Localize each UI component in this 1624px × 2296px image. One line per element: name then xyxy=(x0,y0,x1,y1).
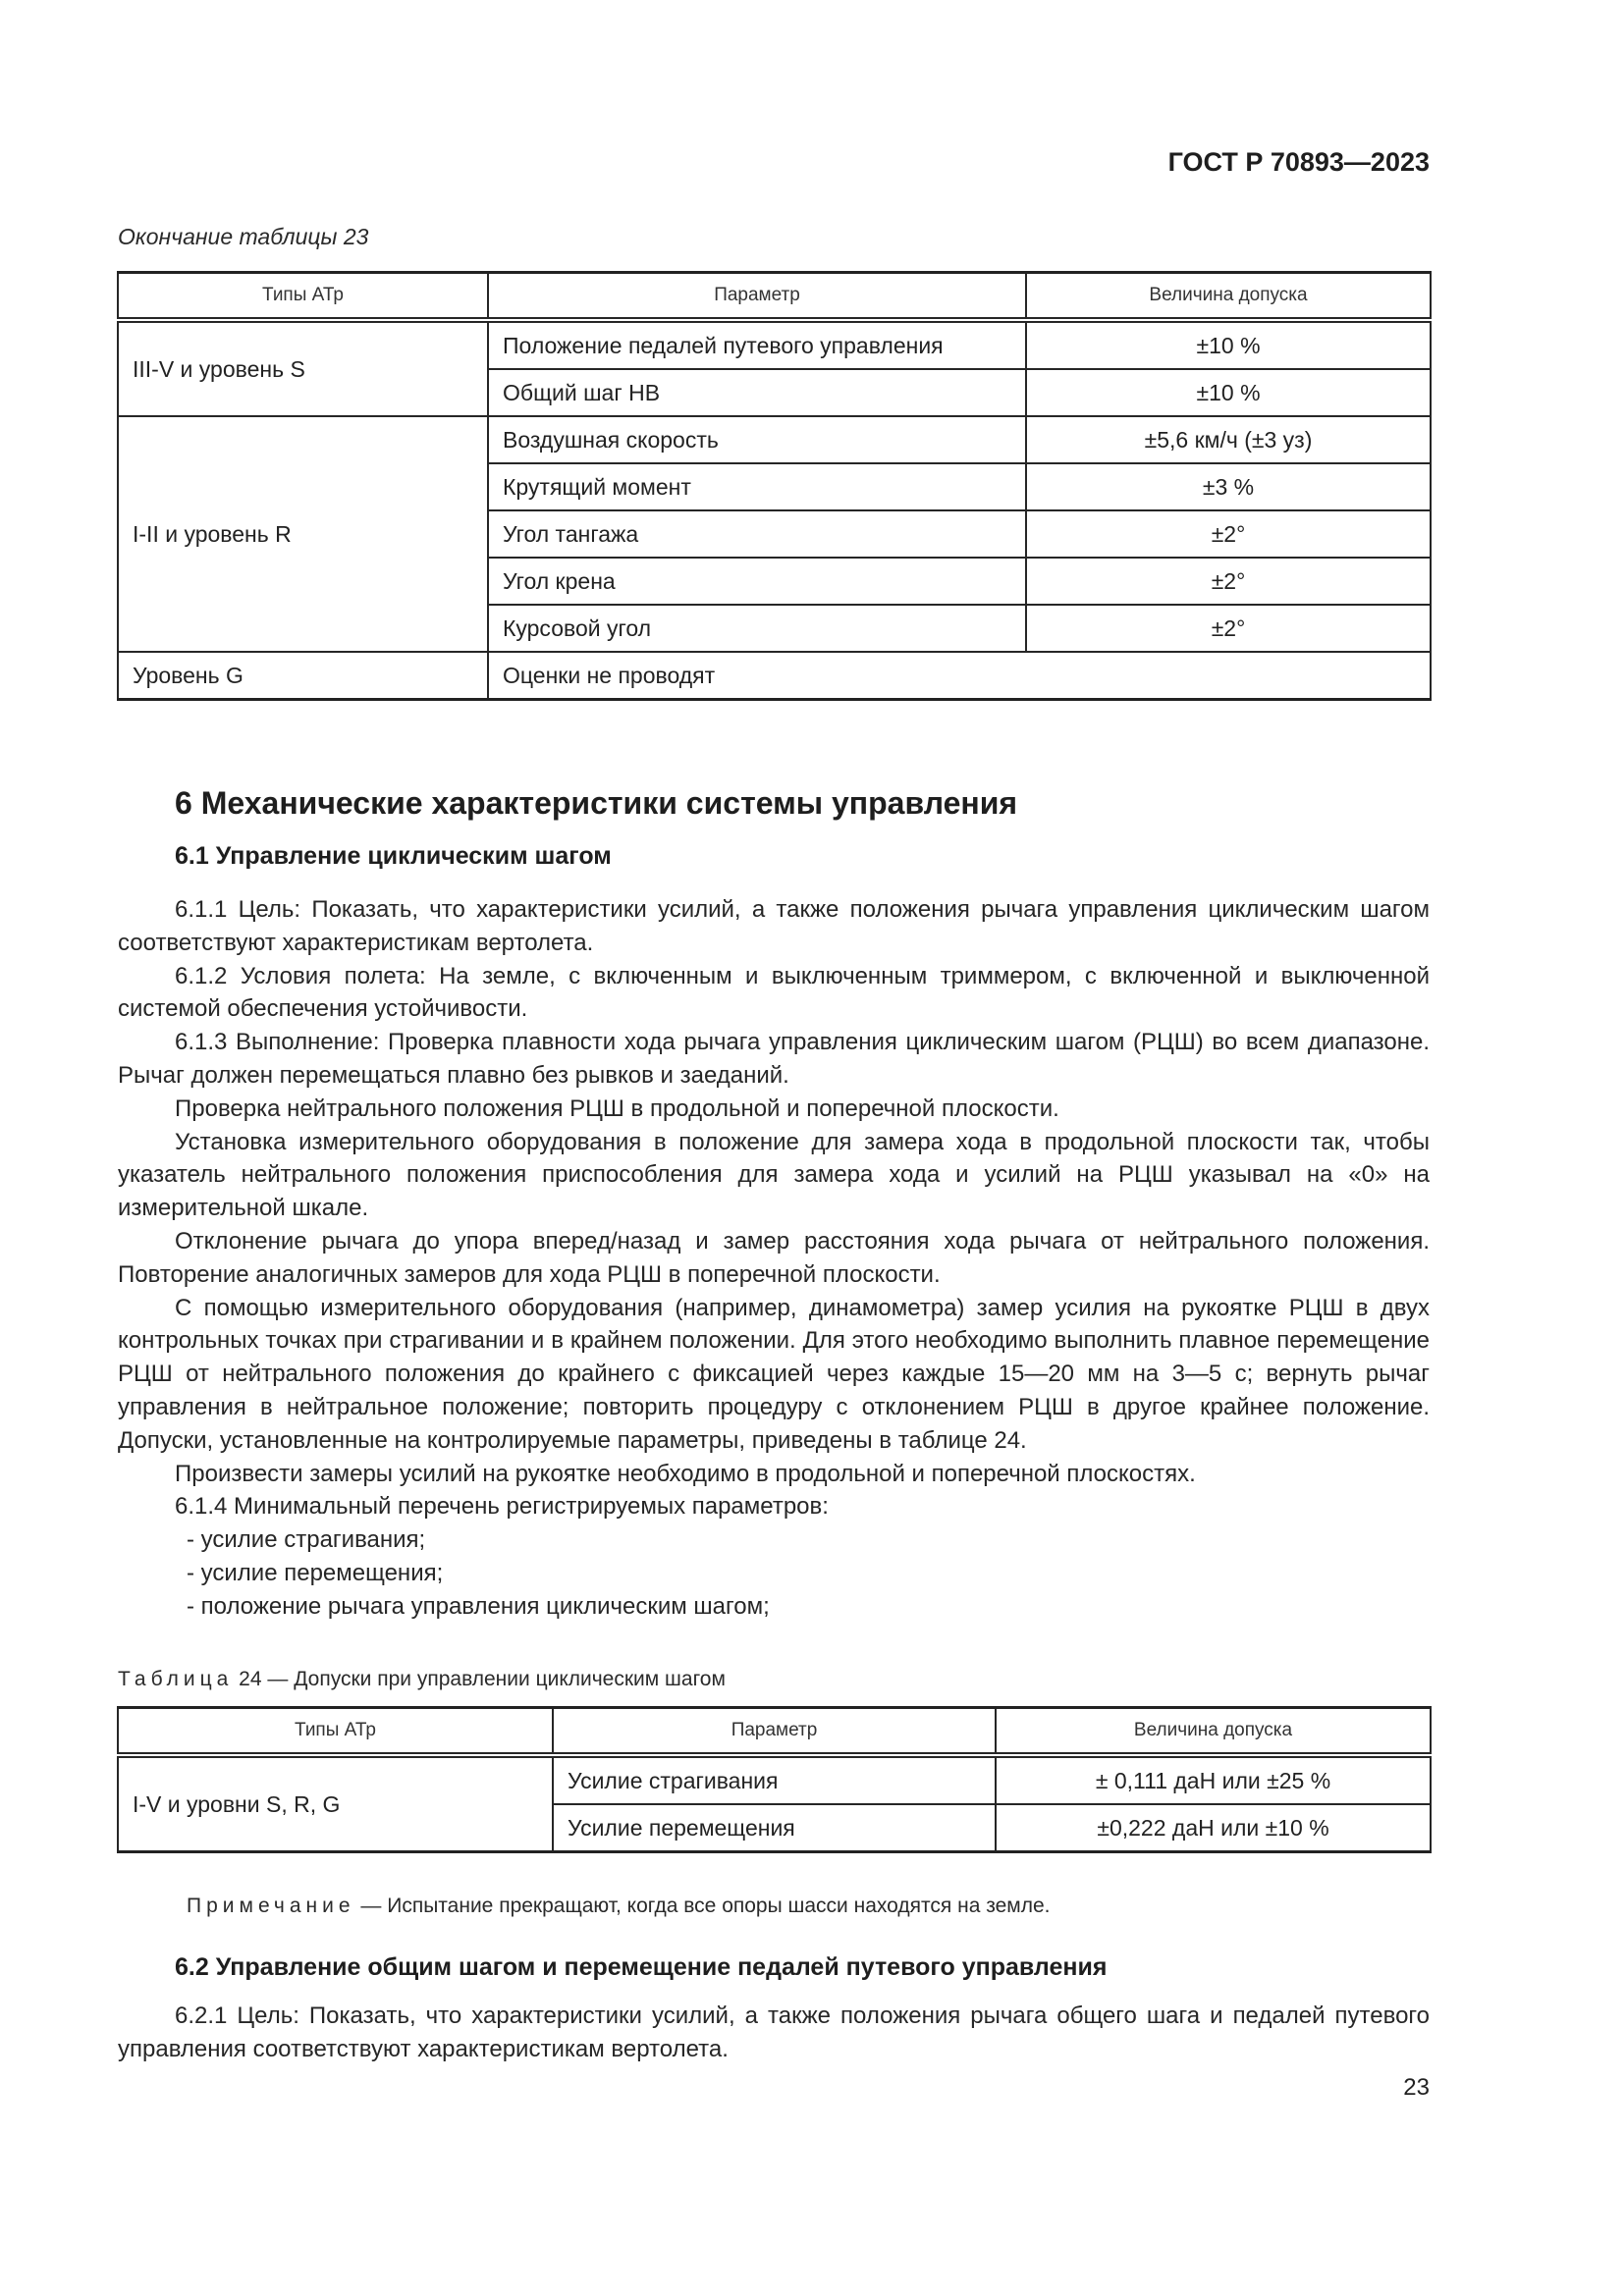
section-6-1-heading: 6.1 Управление циклическим шагом xyxy=(175,842,612,870)
type-cell: I-V и уровни S, R, G xyxy=(118,1755,553,1852)
column-header-parameter: Параметр xyxy=(488,273,1026,321)
type-cell: Уровень G xyxy=(118,652,488,700)
caption-text: 24 — Допуски при управлении циклическим шагом xyxy=(233,1668,726,1690)
document-code: ГОСТ Р 70893—2023 xyxy=(1167,147,1430,177)
column-header-tolerance: Величина допуска xyxy=(996,1708,1431,1756)
paragraph: С помощью измерительного оборудования (например, динамометра) замер усилия на рукоятке РЦШ в двух контрольных точках при страгивании и в крайнем положении. Для этого необходимо выполнить плавное перемещение РЦШ от нейтрального положения до крайнего с фиксацией через каждые 15—20 мм на 3—5 с; вернуть рычаг управления в нейтральное положение; повторить процедуру с отклонением РЦШ в другое крайнее положение. Допуски, установленные на контролируемые параметры, приведены в таблице 24. xyxy=(118,1294,1430,1454)
page-number: 23 xyxy=(1403,2074,1430,2101)
note-text: — Испытание прекращают, когда все опоры шасси находятся на земле. xyxy=(354,1895,1051,1917)
tolerance-cell: ±10 % xyxy=(1026,369,1431,416)
tolerance-cell: ±2° xyxy=(1026,510,1431,558)
paragraph: Произвести замеры усилий на рукоятке необходимо в продольной и поперечной плоскостях. xyxy=(175,1460,1196,1487)
tolerance-cell: ±3 % xyxy=(1026,463,1431,510)
table-23 xyxy=(117,271,1432,701)
section-6-heading: 6 Механические характеристики системы управления xyxy=(175,785,1018,821)
tolerance-cell: ±2° xyxy=(1026,558,1431,605)
tolerance-cell: ±2° xyxy=(1026,605,1431,652)
parameter-cell: Усилие страгивания xyxy=(553,1755,996,1804)
tolerance-cell: ±5,6 км/ч (±3 уз) xyxy=(1026,416,1431,463)
paragraph: 6.1.2 Условия полета: На земле, с включенным и выключенным триммером, с включенной и выключенной системой обеспечения устойчивости. xyxy=(118,962,1430,1023)
section-6-2-body xyxy=(118,2000,1430,2066)
parameter-cell: Усилие перемещения xyxy=(553,1804,996,1852)
type-cell: III-V и уровень S xyxy=(118,320,488,416)
parameter-cell: Положение педалей путевого управления xyxy=(488,320,1026,369)
parameter-cell: Угол крена xyxy=(488,558,1026,605)
parameter-cell: Воздушная скорость xyxy=(488,416,1026,463)
table-row xyxy=(118,320,1431,369)
paragraph: Проверка нейтрального положения РЦШ в продольной и поперечной плоскости. xyxy=(175,1095,1059,1122)
column-header-types: Типы АТр xyxy=(118,273,488,321)
list-item: - положение рычага управления циклическим шагом; xyxy=(187,1592,770,1620)
table-row xyxy=(118,652,1431,700)
parameter-cell: Крутящий момент xyxy=(488,463,1026,510)
parameter-cell: Курсовой угол xyxy=(488,605,1026,652)
table-24 xyxy=(117,1706,1432,1853)
paragraph: 6.1.1 Цель: Показать, что характеристики усилий, а также положения рычага управления циклическим шагом соответствуют характеристикам вертолета. xyxy=(118,896,1430,956)
column-header-types: Типы АТр xyxy=(118,1708,553,1756)
table-24-caption xyxy=(118,1668,726,1691)
paragraph: Установка измерительного оборудования в положение для замера хода в продольной плоскости так, чтобы указатель нейтрального положения приспособления для замера хода и усилий на РЦШ указывал на «0» на измерительной шкале. xyxy=(118,1128,1430,1222)
list-item: - усилие страгивания; xyxy=(187,1526,426,1554)
paragraph: Отклонение рычага до упора вперед/назад и замер расстояния хода рычага от нейтрального положения. Повторение аналогичных замеров для хода РЦШ в поперечной плоскости. xyxy=(118,1227,1430,1288)
caption-prefix: Таблица xyxy=(118,1668,234,1690)
tolerance-cell: ± 0,111 даН или ±25 % xyxy=(996,1755,1431,1804)
column-header-parameter: Параметр xyxy=(553,1708,996,1756)
tolerance-cell: ±10 % xyxy=(1026,320,1431,369)
section-6-1-body xyxy=(118,893,1430,1624)
note-label: Примечание xyxy=(187,1895,355,1917)
parameter-cell: Общий шаг НВ xyxy=(488,369,1026,416)
table-header-row xyxy=(118,1708,1431,1756)
paragraph: 6.1.3 Выполнение: Проверка плавности хода рычага управления циклическим шагом (РЦШ) во всем диапазоне. Рычаг должен перемещаться плавно без рывков и заеданий. xyxy=(118,1029,1430,1089)
table-row xyxy=(118,416,1431,463)
type-cell: I-II и уровень R xyxy=(118,416,488,652)
paragraph: 6.2.1 Цель: Показать, что характеристики усилий, а также положения рычага общего шага и педалей путевого управления соответствуют характеристикам вертолета. xyxy=(118,2002,1430,2062)
parameter-cell: Оценки не проводят xyxy=(488,652,1431,700)
section-6-2-heading: 6.2 Управление общим шагом и перемещение педалей путевого управления xyxy=(175,1953,1108,1981)
table-header-row xyxy=(118,273,1431,321)
parameter-cell: Угол тангажа xyxy=(488,510,1026,558)
column-header-tolerance: Величина допуска xyxy=(1026,273,1431,321)
table-row xyxy=(118,1755,1431,1804)
list-item: - усилие перемещения; xyxy=(187,1559,444,1586)
tolerance-cell: ±0,222 даН или ±10 % xyxy=(996,1804,1431,1852)
table-note xyxy=(187,1895,1050,1918)
table-continuation-label: Окончание таблицы 23 xyxy=(118,224,369,249)
paragraph: 6.1.4 Минимальный перечень регистрируемых параметров: xyxy=(175,1493,829,1521)
